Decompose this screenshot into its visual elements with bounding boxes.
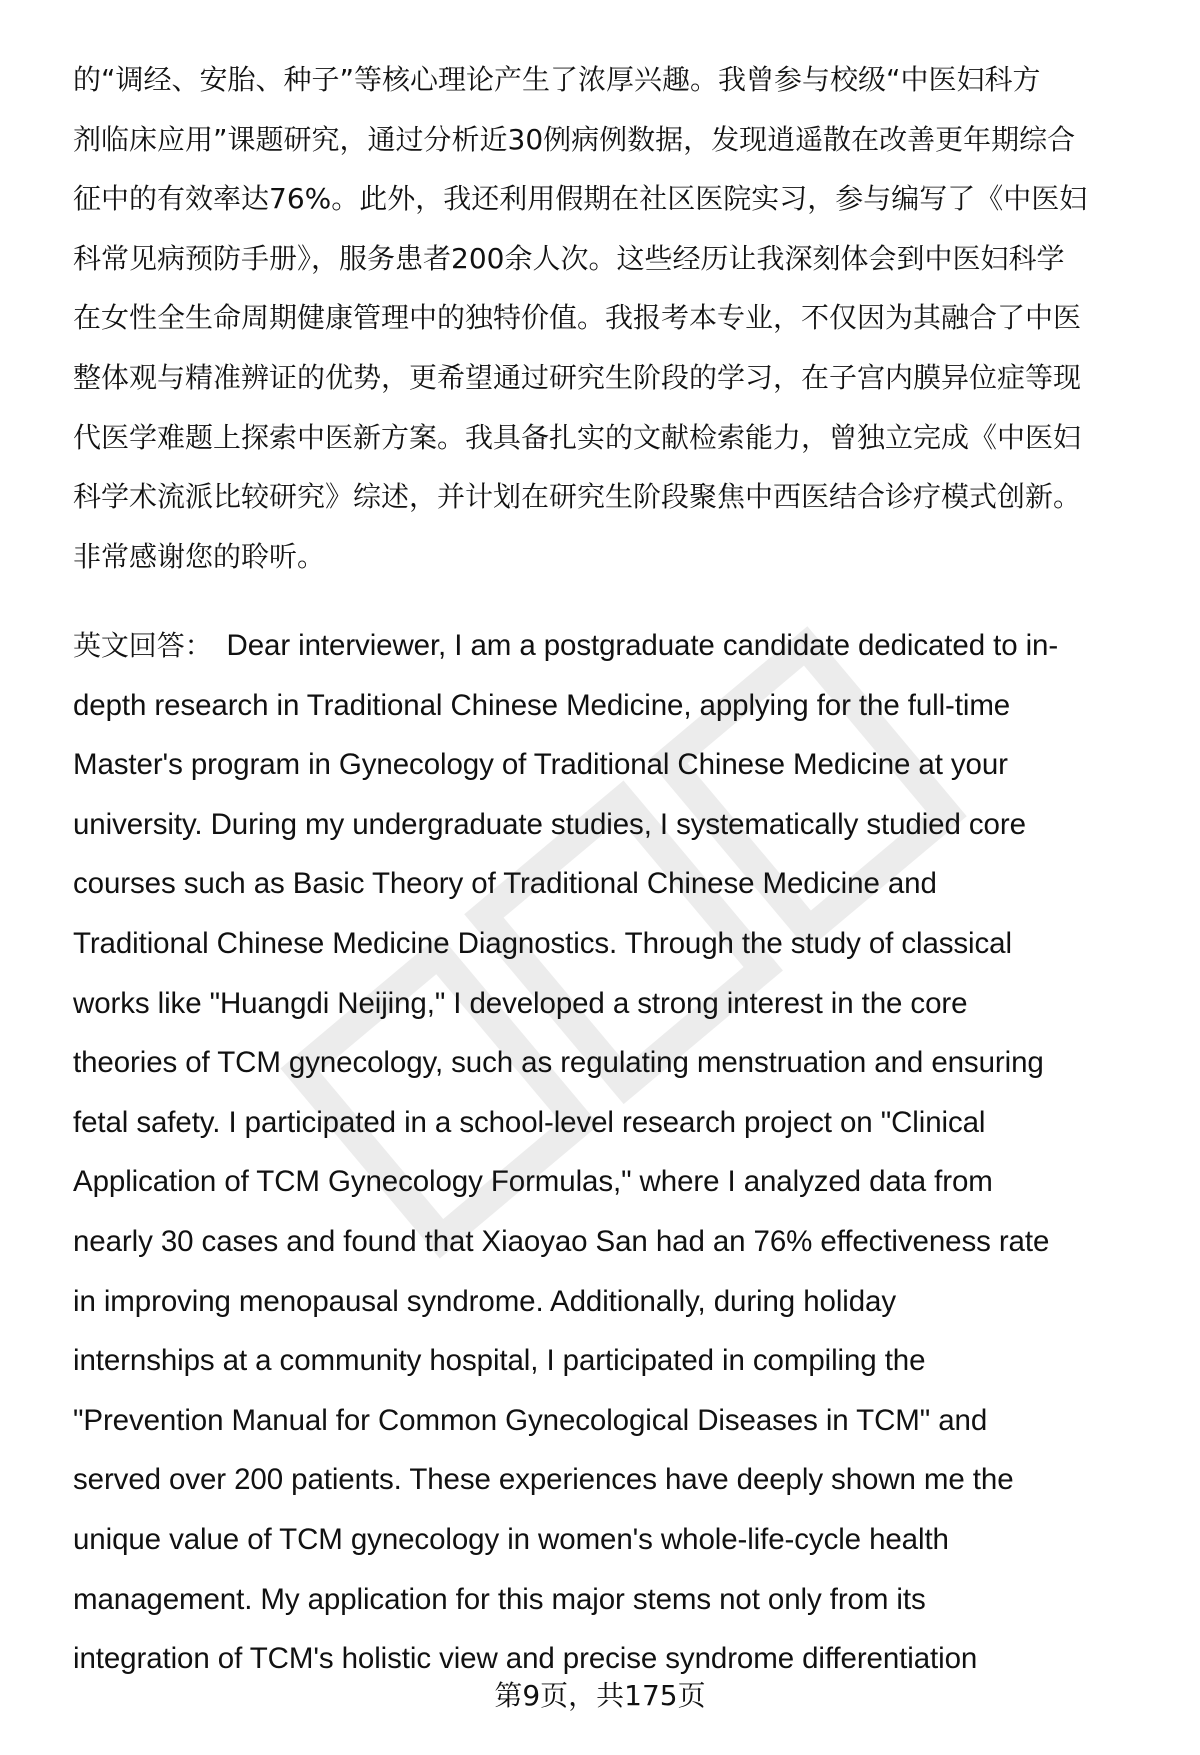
- chinese-text-line: 的“调经、安胎、种子”等核心理论产生了浓厚兴趣。我曾参与校级“中医妇科方: [73, 63, 1041, 96]
- english-text-line: "Prevention Manual for Common Gynecological Diseases in TCM" and: [73, 1403, 988, 1437]
- english-text-line: served over 200 patients. These experiences have deeply shown me the: [73, 1463, 1014, 1497]
- english-answer: [73, 616, 1163, 1689]
- english-text-line: nearly 30 cases and found that Xiaoyao San had an 76% effectiveness rate: [73, 1224, 1050, 1258]
- page-number-footer: 第9页，共175页: [494, 1679, 706, 1712]
- english-answer-label: 英文回答：: [73, 629, 213, 662]
- english-text-line: theories of TCM gynecology, such as regulating menstruation and ensuring: [73, 1046, 1044, 1080]
- chinese-text-line: 科学术流派比较研究》综述，并计划在研究生阶段聚焦中西医结合诊疗模式创新。: [73, 480, 1082, 514]
- chinese-text-line: 代医学难题上探索中医新方案。我具备扎实的文献检索能力，曾独立完成《中医妇: [73, 420, 1082, 454]
- chinese-text-line: 在女性全生命周期健康管理中的独特价值。我报考本专业，不仅因为其融合了中医: [73, 301, 1082, 335]
- chinese-text-line: 征中的有效率达76%。此外，我还利用假期在社区医院实习，参与编写了《中医妇: [73, 182, 1088, 216]
- english-text-line: integration of TCM's holistic view and precise syndrome differentiation: [73, 1642, 978, 1676]
- english-text-line: unique value of TCM gynecology in women's whole-life-cycle health: [73, 1522, 949, 1556]
- english-text-line: fetal safety. I participated in a school-level research project on "Clinical: [73, 1105, 986, 1139]
- english-text-line: university. During my undergraduate studies, I systematically studied core: [73, 807, 1026, 841]
- english-text-line: management. My application for this major stems not only from its: [73, 1582, 926, 1616]
- english-text-line: internships at a community hospital, I participated in compiling the: [73, 1344, 926, 1378]
- english-text-line: in improving menopausal syndrome. Additionally, during holiday: [73, 1284, 896, 1318]
- english-text: Dear interviewer, I am a postgraduate candidate dedicated to in-: [226, 629, 1059, 662]
- english-text-line: Traditional Chinese Medicine Diagnostics. Through the study of classical: [73, 926, 1012, 960]
- english-text-line: courses such as Basic Theory of Traditional Chinese Medicine and: [73, 867, 937, 901]
- english-text-line: works like "Huangdi Neijing," I developed a strong interest in the core: [73, 986, 968, 1020]
- chinese-text-line: 科常见病预防手册》，服务患者200余人次。这些经历让我深刻体会到中医妇科学: [73, 241, 1065, 275]
- chinese-text-line: 非常感谢您的聆听。: [73, 539, 326, 573]
- english-text-line: Application of TCM Gynecology Formulas," where I analyzed data from: [73, 1165, 993, 1199]
- english-text-line: depth research in Traditional Chinese Medicine, applying for the full-time: [73, 688, 1011, 722]
- english-text-line: Master's program in Gynecology of Traditional Chinese Medicine at your: [73, 748, 1008, 782]
- chinese-text-line: 整体观与精准辨证的优势，更希望通过研究生阶段的学习，在子宫内膜异位症等现: [73, 360, 1082, 394]
- english-text-line: [73, 616, 1163, 676]
- chinese-text-line: 剂临床应用”课题研究，通过分析近30例病例数据，发现逍遥散在改善更年期综合: [73, 122, 1076, 156]
- chinese-answer: [73, 50, 1163, 586]
